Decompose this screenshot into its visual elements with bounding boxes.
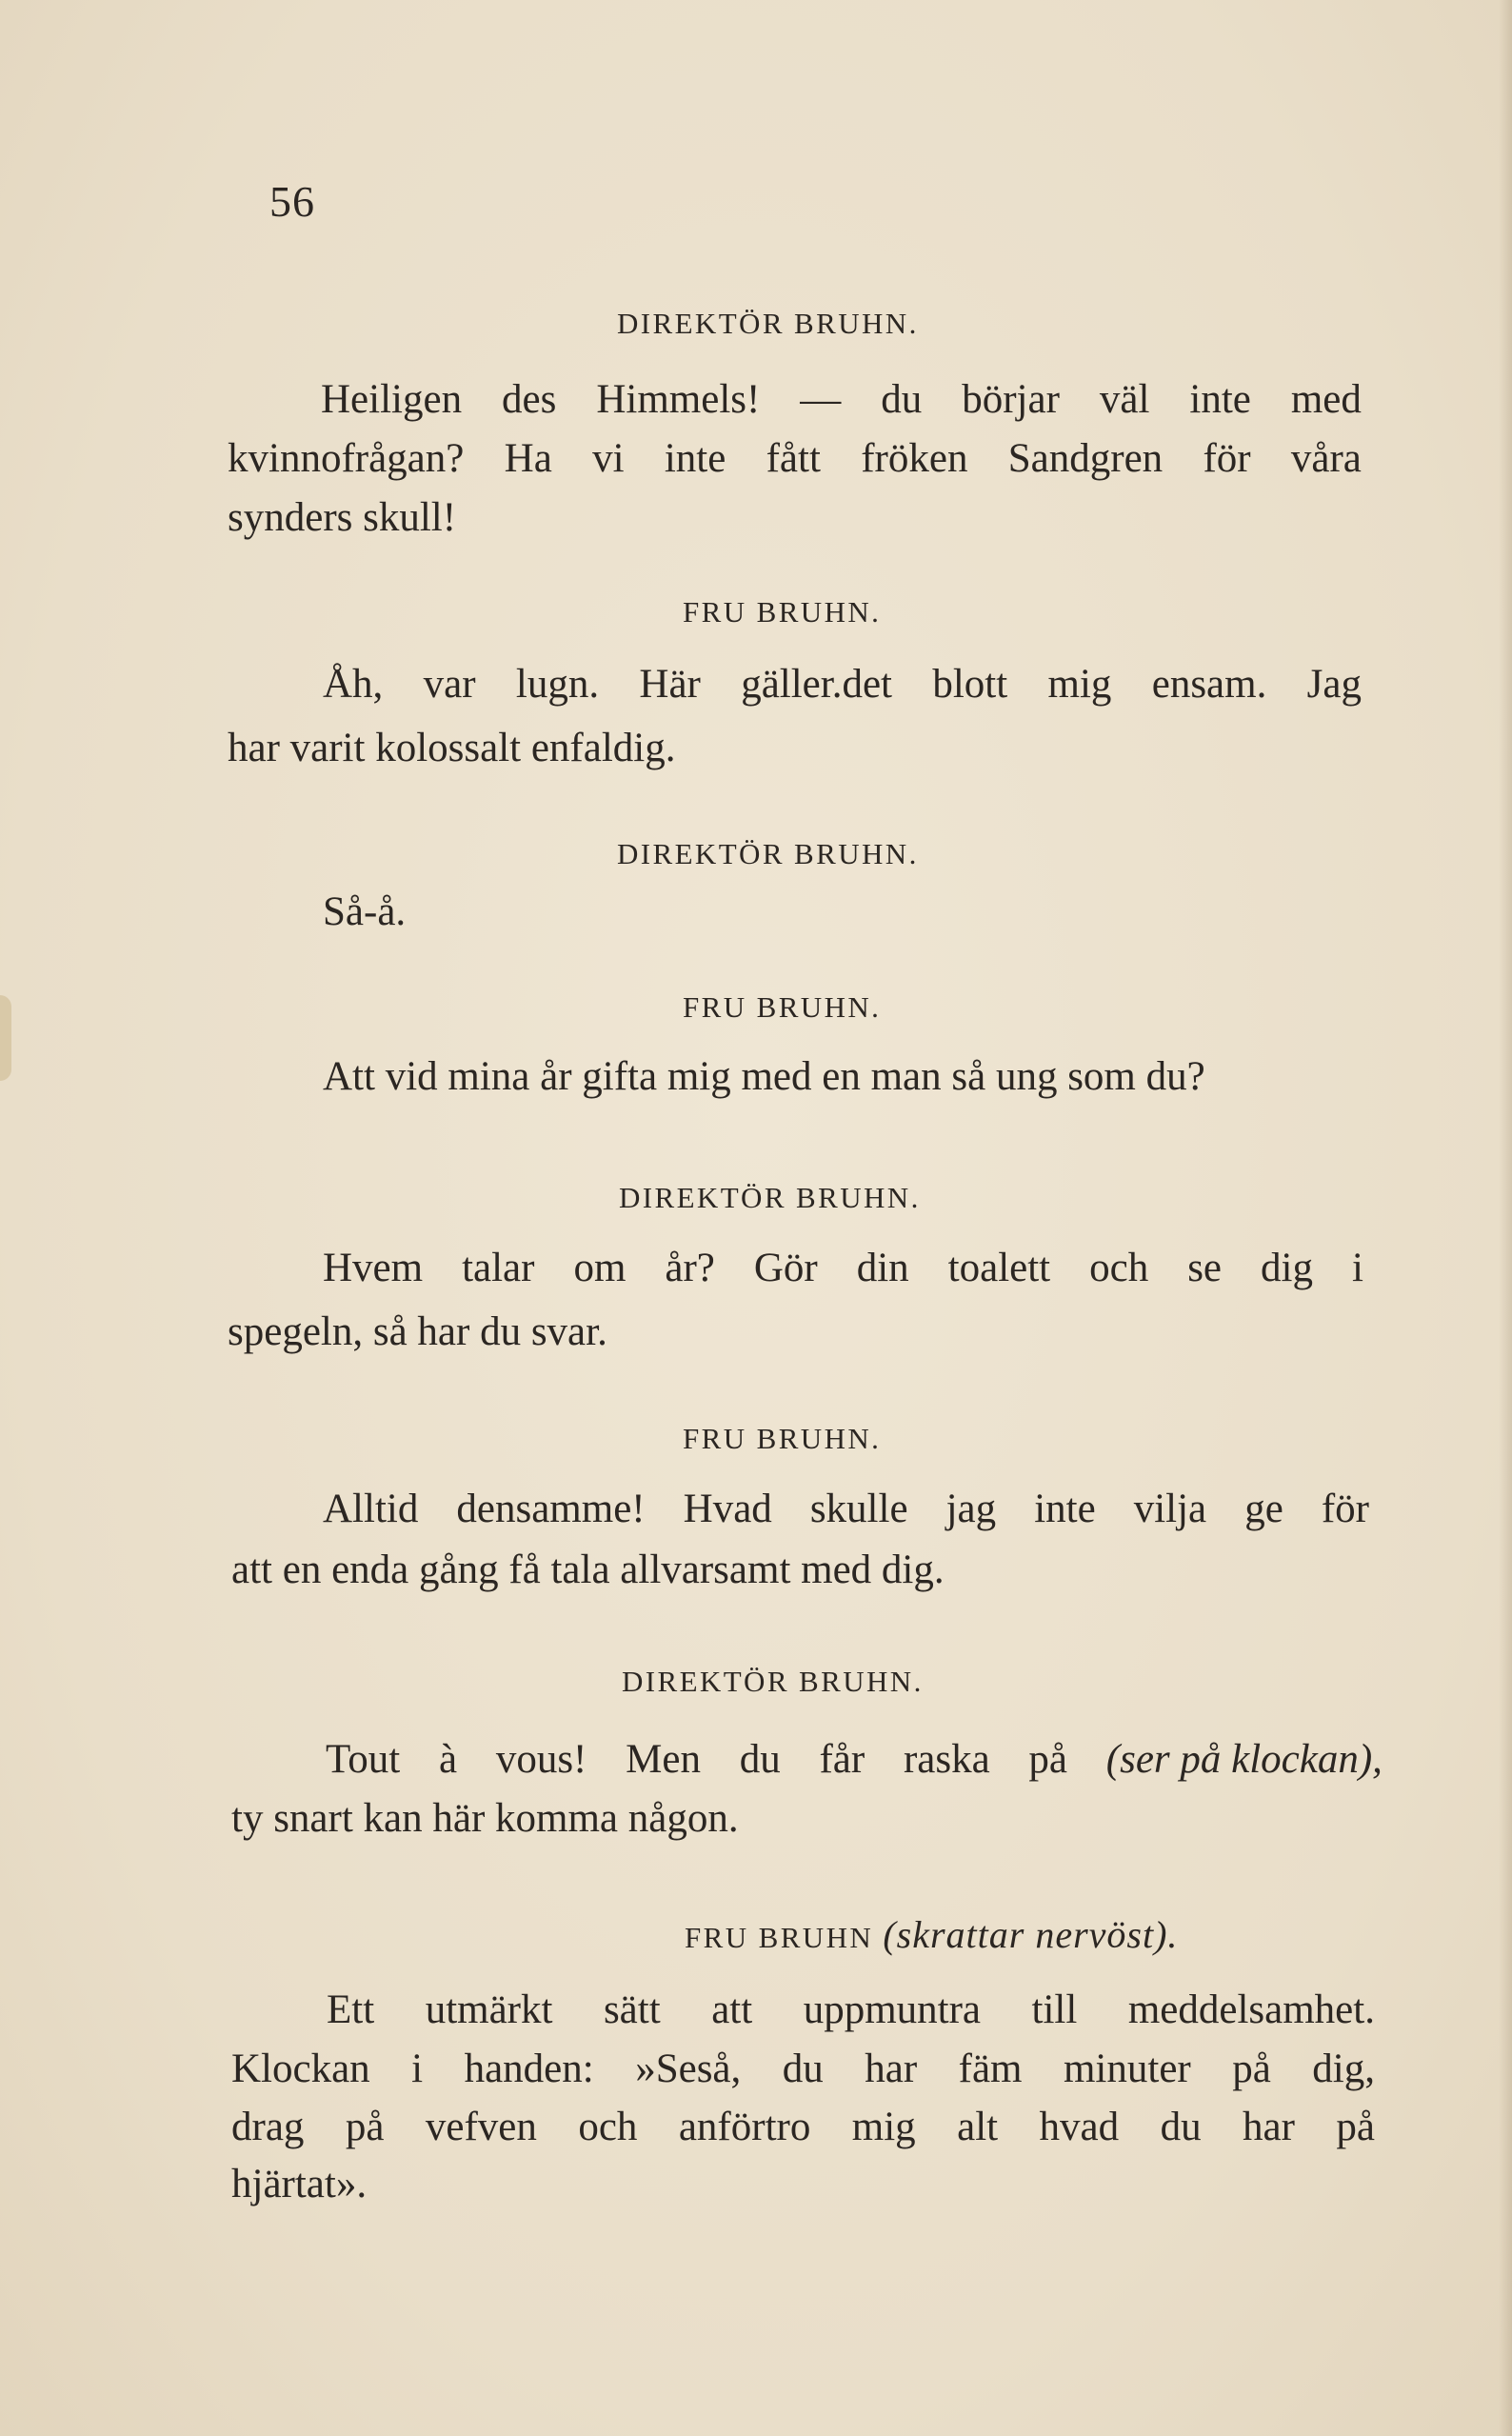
speaker-heading: FRU BRUHN.: [683, 595, 882, 629]
text-line: Att vid mina år gifta mig med en man så ung som du?: [323, 1054, 1205, 1099]
word: Hvem: [323, 1246, 424, 1290]
speaker-heading: FRU BRUHN.: [683, 990, 882, 1024]
text-line: hjärtat».: [231, 2162, 368, 2206]
word: du: [1160, 2105, 1202, 2149]
word: mig: [851, 2105, 916, 2149]
speaker-heading: DIREKTÖR BRUHN.: [622, 1665, 924, 1698]
word: Alltid: [323, 1487, 419, 1531]
text-line: [326, 1739, 1383, 1780]
text-line: [231, 2107, 1375, 2147]
word: »Seså,: [635, 2047, 742, 2091]
word: —: [800, 377, 842, 422]
word: densamme!: [456, 1487, 646, 1531]
word: till: [1031, 1987, 1078, 2032]
word: på: [1028, 1737, 1068, 1782]
word: lugn.: [515, 662, 600, 707]
word: fått: [766, 436, 821, 481]
word: alt: [957, 2105, 999, 2149]
word: se: [1187, 1246, 1223, 1290]
word: var: [423, 662, 476, 707]
word: vous!: [495, 1737, 587, 1782]
word: Åh,: [323, 662, 384, 707]
word: på: [1232, 2047, 1271, 2091]
word: med: [1290, 377, 1362, 422]
word: för: [1321, 1487, 1369, 1531]
word: för: [1203, 436, 1251, 481]
word: vilja: [1133, 1487, 1207, 1531]
word: drag: [231, 2105, 305, 2149]
word: om: [573, 1246, 627, 1290]
word: våra: [1290, 436, 1362, 481]
page-edge-shadow: [1499, 0, 1512, 2436]
speaker-heading: [685, 1912, 1178, 1957]
word: Sandgren: [1007, 436, 1164, 481]
page-number: 56: [269, 177, 315, 226]
speaker-heading: DIREKTÖR BRUHN.: [617, 307, 919, 340]
stage-direction: (skrattar nervöst).: [883, 1913, 1179, 1956]
word: Men: [626, 1737, 701, 1782]
word: Jag: [1306, 662, 1362, 707]
word: gäller.det: [741, 662, 892, 707]
word: ensam.: [1151, 662, 1267, 707]
word: Klockan: [231, 2047, 370, 2091]
word: toalett: [947, 1246, 1051, 1290]
word: minuter: [1063, 2047, 1191, 2091]
text-line: [231, 2048, 1375, 2089]
word: väl: [1099, 377, 1150, 422]
word: dig,: [1312, 2047, 1375, 2091]
word: inte: [1189, 377, 1251, 422]
word: ge: [1244, 1487, 1283, 1531]
word: i: [1351, 1246, 1363, 1290]
word: din: [856, 1246, 909, 1290]
word: talar: [462, 1246, 535, 1290]
word: du: [739, 1737, 781, 1782]
word: fäm: [958, 2047, 1023, 2091]
word: Hvad: [683, 1487, 772, 1531]
text-line: har varit kolossalt enfaldig.: [228, 726, 676, 770]
word: att: [711, 1987, 753, 2032]
text-line: [327, 1989, 1375, 2030]
speaker-name: FRU BRUHN: [685, 1921, 874, 1954]
word: och: [578, 2105, 638, 2149]
page-edge-mark: [0, 995, 11, 1081]
word: Ha: [504, 436, 552, 481]
word: Tout: [326, 1737, 401, 1782]
word: meddelsamhet.: [1127, 1987, 1375, 2032]
word: får: [819, 1737, 865, 1782]
word: raska: [903, 1737, 990, 1782]
word: des: [502, 377, 557, 422]
word: handen:: [464, 2047, 594, 2091]
word: du: [782, 2047, 824, 2091]
text-line: [228, 438, 1362, 479]
word: hvad: [1039, 2105, 1120, 2149]
word: i: [411, 2047, 424, 2091]
word: fröken: [861, 436, 968, 481]
speaker-heading: FRU BRUHN.: [683, 1422, 882, 1455]
text-line: att en enda gång få tala allvarsamt med dig.: [231, 1547, 945, 1592]
word: har: [1243, 2105, 1295, 2149]
word: Ett: [327, 1987, 375, 2032]
word: sätt: [603, 1987, 661, 2032]
word: utmärkt: [425, 1987, 553, 2032]
word: dig: [1261, 1246, 1313, 1290]
word: skulle: [809, 1487, 908, 1531]
speaker-heading: DIREKTÖR BRUHN.: [617, 837, 919, 870]
text-line: [323, 1248, 1363, 1288]
text-line: Så-å.: [323, 889, 407, 934]
word: inte: [1034, 1487, 1096, 1531]
word: kvinnofrågan?: [228, 436, 465, 481]
text-line: spegeln, så har du svar.: [228, 1309, 607, 1354]
word: vefven: [425, 2105, 537, 2149]
word: mig: [1047, 662, 1112, 707]
text-line: [323, 664, 1362, 705]
word: börjar: [962, 377, 1060, 422]
word: Gör: [753, 1246, 818, 1290]
word: på: [345, 2105, 385, 2149]
word: Heiligen: [321, 377, 463, 422]
text-line: [321, 379, 1362, 420]
word: på: [1336, 2105, 1375, 2149]
word: du: [881, 377, 923, 422]
word: och: [1089, 1246, 1149, 1290]
stage-direction: (ser på klockan),: [1105, 1737, 1383, 1782]
word: inte: [664, 436, 726, 481]
word: vi: [592, 436, 625, 481]
text-line: [323, 1488, 1369, 1529]
word: har: [865, 2047, 918, 2091]
word: à: [438, 1737, 458, 1782]
word: Här: [639, 662, 701, 707]
text-line: ty snart kan här komma någon.: [231, 1796, 739, 1841]
word: blott: [932, 662, 1008, 707]
word: år?: [665, 1246, 715, 1290]
word: Himmels!: [596, 377, 761, 422]
speaker-heading: DIREKTÖR BRUHN.: [619, 1181, 921, 1214]
word: anförtro: [678, 2105, 811, 2149]
text-line: synders skull!: [228, 495, 457, 540]
word: jag: [945, 1487, 997, 1531]
word: uppmuntra: [803, 1987, 981, 2032]
